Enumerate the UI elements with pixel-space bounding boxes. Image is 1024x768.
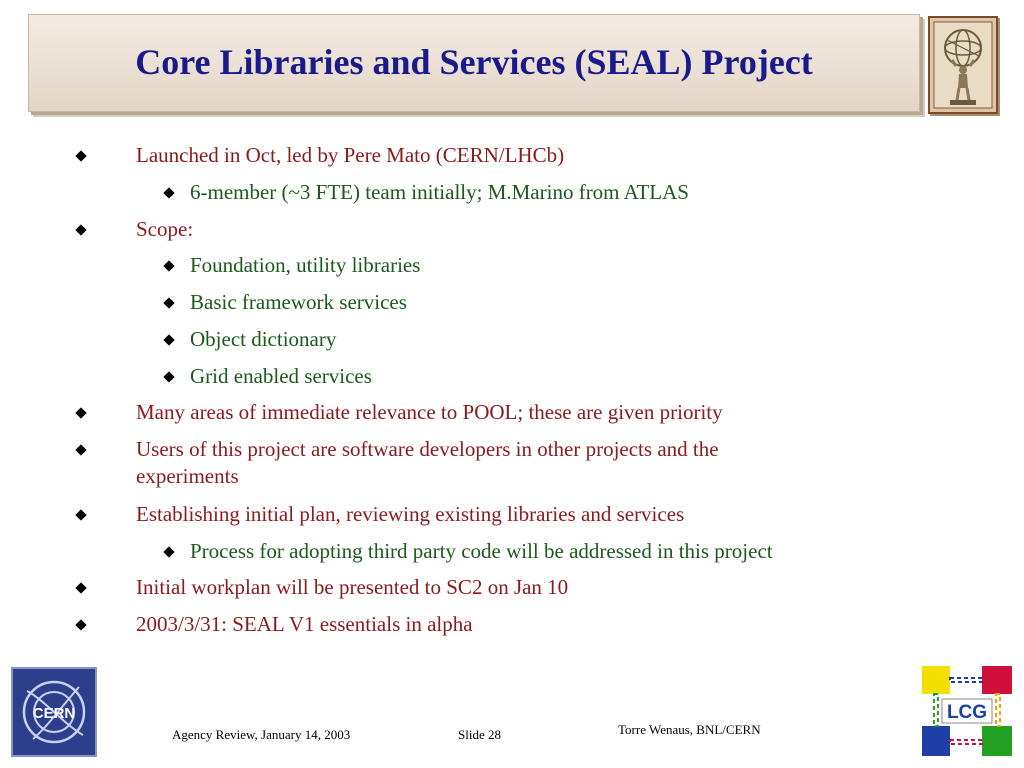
footer-slide-number: Slide 28 [458,727,501,742]
sub-bullet-text: Foundation, utility libraries [190,253,421,277]
bullet-text: Establishing initial plan, reviewing existing libraries and services [136,502,685,526]
footer-author: Torre Wenaus, BNL/CERN [618,722,761,737]
cern-emblem-icon [13,669,95,755]
atlas-figure-icon [930,18,996,112]
diamond-bullet-icon [75,619,86,630]
atlas-logo [928,16,998,114]
cern-logo-text: CERN [32,705,76,722]
bullet-text: Initial workplan will be presented to SC2 on Jan 10 [136,575,569,599]
sub-bullet-text: Object dictionary [190,327,337,351]
diamond-bullet-icon [163,334,174,345]
diamond-bullet-icon [75,150,86,161]
bullet-text: Many areas of immediate relevance to POOL; these are given priority [136,400,723,424]
bullet-text: Scope: [136,217,194,241]
diamond-bullet-icon [75,444,86,455]
sub-bullet-text: Grid enabled services [190,364,372,388]
cern-logo [11,667,97,757]
slide-title: Core Libraries and Services (SEAL) Project [135,42,813,82]
diamond-bullet-icon [163,187,174,198]
bullet-text: Users of this project are software developers in other projects and the [136,437,719,461]
diamond-bullet-icon [75,407,86,418]
footer-event: Agency Review, January 14, 2003 [172,727,351,742]
sub-bullet-text: Process for adopting third party code will be addressed in this project [190,539,773,563]
bullet-text-continuation: experiments [136,464,239,488]
bullet-text: 2003/3/31: SEAL V1 essentials in alpha [136,612,473,636]
diamond-bullet-icon [75,224,86,235]
diamond-bullet-icon [163,260,174,271]
sub-bullet-text: Basic framework services [190,290,407,314]
diamond-bullet-icon [163,371,174,382]
bullet-text: Launched in Oct, led by Pere Mato (CERN/LHCb) [136,143,565,167]
sub-bullet-text: 6-member (~3 FTE) team initially; M.Marino from ATLAS [190,180,689,204]
diamond-bullet-icon [75,509,86,520]
lcg-logo-text: LCG [946,702,988,723]
lcg-grid-icon [920,664,1014,758]
title-bar [28,14,920,112]
diamond-bullet-icon [75,582,86,593]
diamond-bullet-icon [163,546,174,557]
lcg-logo [920,664,1014,758]
diamond-bullet-icon [163,297,174,308]
